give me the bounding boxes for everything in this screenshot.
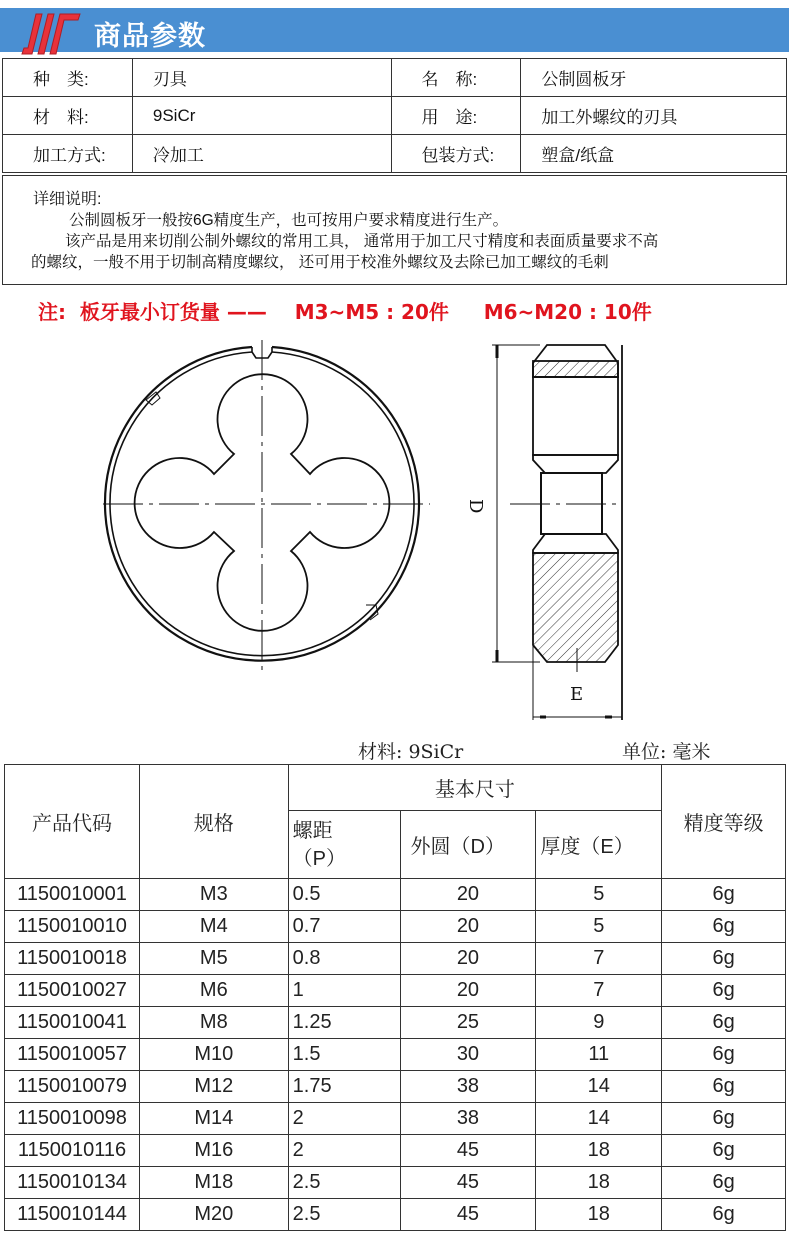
spec-table [4, 764, 786, 1231]
min-order-note: 注: 板牙最小订货量 —— M3~M5 : 20件 M6~M20 : 10件 [38, 300, 652, 324]
cell-precision-grade: 6g [662, 975, 786, 1007]
cell-product-code: 1150010057 [5, 1039, 140, 1071]
material-caption: 材料: 9SiCr [358, 741, 464, 763]
table-row [5, 1039, 786, 1071]
cell-precision-grade: 6g [662, 1167, 786, 1199]
cell-product-code: 1150010010 [5, 911, 140, 943]
cell-outer-diameter: 38 [400, 1071, 536, 1103]
params-row [3, 97, 787, 135]
header-basic-dimensions: 基本尺寸 [288, 765, 662, 811]
cell-precision-grade: 6g [662, 1135, 786, 1167]
table-row [5, 1071, 786, 1103]
cell-outer-diameter: 20 [400, 879, 536, 911]
cell-size: M10 [139, 1039, 288, 1071]
header-product-code: 产品代码 [5, 765, 140, 879]
description-line: 公制圆板牙一般按6G精度生产，也可按用户要求精度进行生产。 [69, 212, 509, 229]
param-value: 刃具 [132, 59, 391, 97]
table-row [5, 1167, 786, 1199]
param-value: 塑盒/纸盒 [521, 135, 787, 173]
cell-product-code: 1150010041 [5, 1007, 140, 1039]
table-row [5, 975, 786, 1007]
cell-outer-diameter: 45 [400, 1199, 536, 1231]
param-value: 公制圆板牙 [521, 59, 787, 97]
cell-thickness: 14 [536, 1071, 662, 1103]
param-label: 材 料: [3, 97, 133, 135]
cell-pitch: 1.25 [288, 1007, 400, 1039]
cell-outer-diameter: 20 [400, 911, 536, 943]
cell-outer-diameter: 20 [400, 975, 536, 1007]
cell-thickness: 7 [536, 975, 662, 1007]
header-precision-grade: 精度等级 [662, 765, 786, 879]
cell-pitch: 2.5 [288, 1199, 400, 1231]
cell-precision-grade: 6g [662, 1071, 786, 1103]
cell-outer-diameter: 20 [400, 943, 536, 975]
cell-outer-diameter: 30 [400, 1039, 536, 1071]
cell-outer-diameter: 45 [400, 1135, 536, 1167]
header-outer-diameter: 外圆（D） [400, 811, 536, 879]
cell-size: M6 [139, 975, 288, 1007]
cell-pitch: 1.5 [288, 1039, 400, 1071]
table-row [5, 911, 786, 943]
cell-pitch: 2.5 [288, 1167, 400, 1199]
param-label: 名 称: [391, 59, 521, 97]
cell-precision-grade: 6g [662, 1199, 786, 1231]
dimension-label-d: D [465, 499, 486, 514]
param-label: 种 类: [3, 59, 133, 97]
cell-size: M18 [139, 1167, 288, 1199]
cell-product-code: 1150010079 [5, 1071, 140, 1103]
param-label: 用 途: [391, 97, 521, 135]
cell-pitch: 0.7 [288, 911, 400, 943]
cell-precision-grade: 6g [662, 911, 786, 943]
description-box [2, 175, 787, 285]
cell-size: M16 [139, 1135, 288, 1167]
cell-pitch: 0.5 [288, 879, 400, 911]
params-row [3, 59, 787, 97]
cell-thickness: 14 [536, 1103, 662, 1135]
description-line: 的螺纹，一般不用于切制高精度螺纹， 还可用于校准外螺纹及去除已加工螺纹的毛刺 [31, 254, 609, 271]
cell-product-code: 1150010144 [5, 1199, 140, 1231]
params-row [3, 135, 787, 173]
cell-product-code: 1150010134 [5, 1167, 140, 1199]
description-title: 详细说明: [33, 191, 102, 208]
table-row [5, 1135, 786, 1167]
cell-product-code: 1150010116 [5, 1135, 140, 1167]
cell-pitch: 2 [288, 1135, 400, 1167]
cell-precision-grade: 6g [662, 1039, 786, 1071]
section-header [0, 8, 789, 52]
cell-size: M3 [139, 879, 288, 911]
header-pitch-line2: （P） [292, 847, 347, 870]
cell-thickness: 18 [536, 1135, 662, 1167]
cell-thickness: 18 [536, 1199, 662, 1231]
cell-precision-grade: 6g [662, 879, 786, 911]
cell-pitch: 1 [288, 975, 400, 1007]
cell-outer-diameter: 25 [400, 1007, 536, 1039]
cell-size: M14 [139, 1103, 288, 1135]
center-lines-icon [103, 340, 430, 670]
cell-product-code: 1150010018 [5, 943, 140, 975]
cell-product-code: 1150010001 [5, 879, 140, 911]
cell-pitch: 2 [288, 1103, 400, 1135]
cell-thickness: 11 [536, 1039, 662, 1071]
param-value: 加工外螺纹的刃具 [521, 97, 787, 135]
cell-outer-diameter: 45 [400, 1167, 536, 1199]
unit-caption: 单位: 毫米 [622, 741, 711, 763]
header-title: 商品参数 [94, 21, 206, 52]
cell-size: M4 [139, 911, 288, 943]
cell-thickness: 18 [536, 1167, 662, 1199]
cell-pitch: 0.8 [288, 943, 400, 975]
table-row [5, 1007, 786, 1039]
param-label: 包装方式: [391, 135, 521, 173]
cell-size: M20 [139, 1199, 288, 1231]
cell-precision-grade: 6g [662, 1007, 786, 1039]
cell-precision-grade: 6g [662, 1103, 786, 1135]
header-pitch-line1: 螺距 [292, 819, 333, 842]
cell-pitch: 1.75 [288, 1071, 400, 1103]
param-label: 加工方式: [3, 135, 133, 173]
table-row [5, 943, 786, 975]
table-row [5, 1103, 786, 1135]
header-thickness: 厚度（E） [536, 811, 662, 879]
param-value: 冷加工 [132, 135, 391, 173]
description-line: 该产品是用来切削公制外螺纹的常用工具， 通常用于加工尺寸精度和表面质量要求不高 [65, 233, 659, 250]
cell-outer-diameter: 38 [400, 1103, 536, 1135]
cell-thickness: 5 [536, 911, 662, 943]
params-table [2, 58, 787, 173]
cell-thickness: 7 [536, 943, 662, 975]
die-technical-drawing [0, 330, 789, 730]
cell-thickness: 5 [536, 879, 662, 911]
cell-product-code: 1150010098 [5, 1103, 140, 1135]
spec-header-row [5, 765, 786, 811]
dimension-label-e: E [570, 684, 584, 705]
param-value: 9SiCr [132, 97, 391, 135]
header-pitch [288, 811, 400, 879]
brand-logo-icon [20, 10, 90, 56]
header-size: 规格 [139, 765, 288, 879]
cell-product-code: 1150010027 [5, 975, 140, 1007]
cell-precision-grade: 6g [662, 943, 786, 975]
cell-size: M5 [139, 943, 288, 975]
cell-size: M8 [139, 1007, 288, 1039]
cell-thickness: 9 [536, 1007, 662, 1039]
table-row [5, 879, 786, 911]
cell-size: M12 [139, 1071, 288, 1103]
table-row [5, 1199, 786, 1231]
